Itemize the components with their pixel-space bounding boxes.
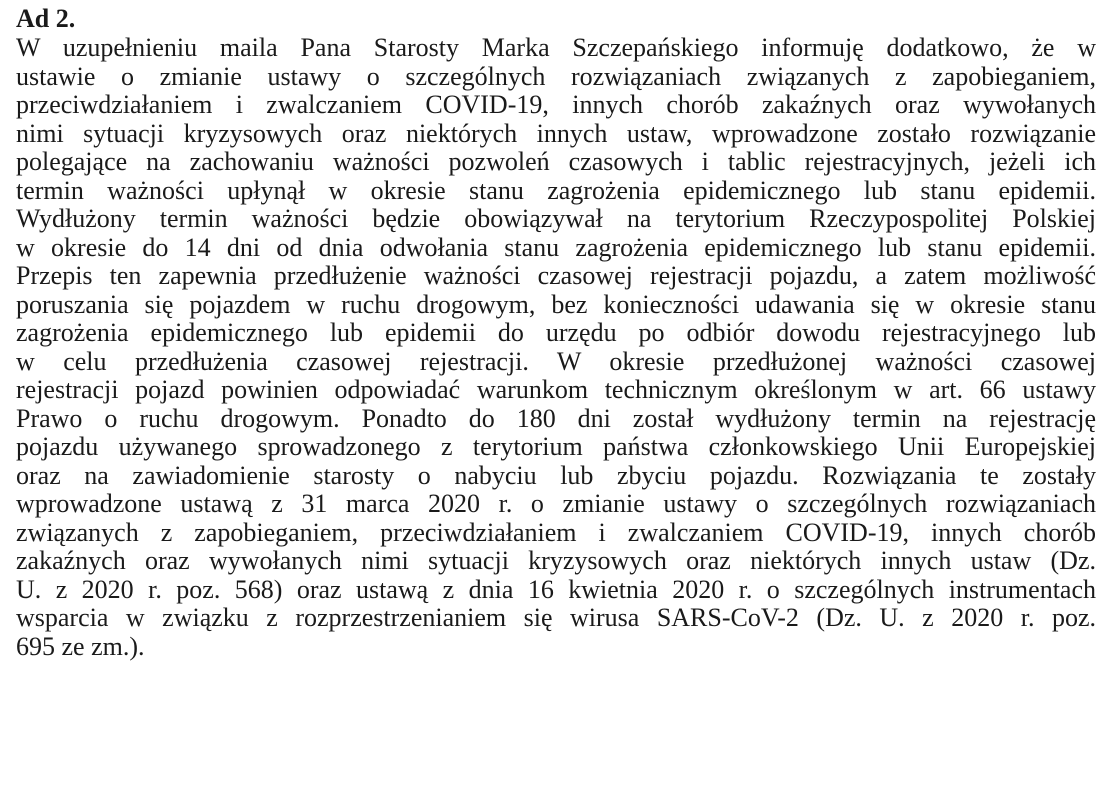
document-page bbox=[16, 4, 1096, 661]
paragraph-line: poruszania się pojazdem w ruchu drogowym, bez konieczności udawania się w okresie stanu bbox=[16, 289, 1096, 319]
paragraph-line: wprowadzone ustawą z 31 marca 2020 r. o zmianie ustawy o szczególnych rozwiązaniach bbox=[16, 489, 1096, 518]
paragraph-line: Wydłużony termin ważności będzie obowiązywał na terytorium Rzeczypospolitej Polskiej bbox=[16, 204, 1096, 233]
paragraph-line: 695 ze zm.). bbox=[16, 631, 145, 661]
paragraph-line: polegające na zachowaniu ważności pozwoleń czasowych i tablic rejestracyjnych, jeżeli ich bbox=[16, 147, 1096, 176]
paragraph-line: w celu przedłużenia czasowej rejestracji. W okresie przedłużonej ważności czasowej bbox=[16, 346, 1096, 376]
paragraph-line: termin ważności upłynął w okresie stanu zagrożenia epidemicznego lub stanu epidemii. bbox=[16, 175, 1096, 205]
paragraph-line: oraz na zawiadomienie starosty o nabyciu lub zbyciu pojazdu. Rozwiązania te zostały bbox=[16, 460, 1096, 490]
paragraph-line: pojazdu używanego sprowadzonego z terytorium państwa członkowskiego Unii Europejskiej bbox=[16, 432, 1096, 461]
paragraph-line: wsparcia w związku z rozprzestrzenianiem się wirusa SARS-CoV-2 (Dz. U. z 2020 r. poz. bbox=[16, 603, 1096, 632]
section-heading: Ad 2. bbox=[16, 4, 76, 33]
paragraph-line: nimi sytuacji kryzysowych oraz niektórych innych ustaw, wprowadzone zostało rozwiązanie bbox=[16, 118, 1096, 148]
paragraph-line: Prawo o ruchu drogowym. Ponadto do 180 dni został wydłużony termin na rejestrację bbox=[16, 403, 1096, 433]
paragraph-line: zagrożenia epidemicznego lub epidemii do urzędu po odbiór dowodu rejestracyjnego lub bbox=[16, 318, 1096, 347]
paragraph-line: związanych z zapobieganiem, przeciwdziałaniem i zwalczaniem COVID-19, innych chorób bbox=[16, 517, 1096, 547]
paragraph bbox=[16, 34, 1096, 661]
paragraph-line: ustawie o zmianie ustawy o szczególnych rozwiązaniach związanych z zapobieganiem, bbox=[16, 61, 1096, 91]
paragraph-line: Przepis ten zapewnia przedłużenie ważności czasowej rejestracji pojazdu, a zatem możliwość bbox=[16, 261, 1096, 290]
paragraph-line: U. z 2020 r. poz. 568) oraz ustawą z dnia 16 kwietnia 2020 r. o szczególnych instrumentach bbox=[16, 574, 1096, 604]
paragraph-line: zakaźnych oraz wywołanych nimi sytuacji kryzysowych oraz niektórych innych ustaw (Dz. bbox=[16, 546, 1096, 575]
paragraph-line: przeciwdziałaniem i zwalczaniem COVID-19, innych chorób zakaźnych oraz wywołanych bbox=[16, 90, 1096, 119]
paragraph-line: rejestracji pojazd powinien odpowiadać warunkom technicznym określonym w art. 66 ustawy bbox=[16, 375, 1096, 404]
paragraph-line: w okresie do 14 dni od dnia odwołania stanu zagrożenia epidemicznego lub stanu epidemii. bbox=[16, 232, 1096, 262]
paragraph-line: W uzupełnieniu maila Pana Starosty Marka Szczepańskiego informuję dodatkowo, że w bbox=[16, 33, 1096, 62]
